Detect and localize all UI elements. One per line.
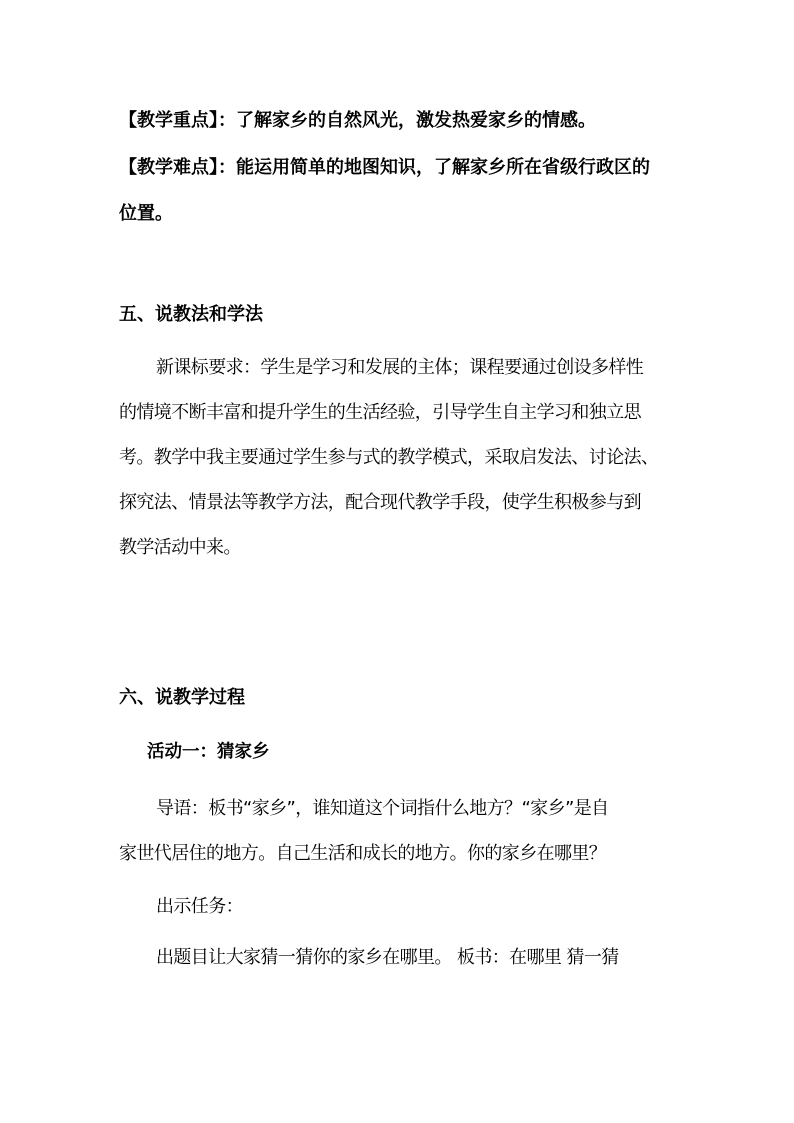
difficulty-text-line1: ：能运用简单的地图知识，了解家乡所在省级行政区的 [218,157,650,178]
teaching-difficulty [119,145,679,237]
difficulty-label: 【教学难点】 [119,157,218,178]
teaching-focus [119,98,679,144]
paragraph-line: 探究法、情景法等教学方法，配合现代教学手段，使学生积极参与到 [119,492,641,513]
paragraph-line: 导语：板书“家乡”，谁知道这个词指什么地方？“家乡”是自 [156,798,609,819]
activity-1-task-label [119,884,679,929]
section-5-paragraph [119,345,679,570]
section-heading: 五、说教法和学法 [119,304,263,325]
section-5-heading [119,300,679,330]
focus-label: 【教学重点】 [119,110,218,131]
section-heading: 六、说教学过程 [119,687,245,708]
task-label: 出示任务： [156,896,243,917]
activity-title: 活动一：猜家乡 [147,742,270,762]
section-6-heading [119,683,679,713]
paragraph-line: 家世代居住的地方。自己生活和成长的地方。你的家乡在哪里？ [119,843,607,864]
activity-1-intro [119,786,679,876]
activity-1-task [119,935,679,980]
activity-1-title [119,737,679,767]
focus-text: ：了解家乡的自然风光，激发热爱家乡的情感。 [218,110,596,131]
paragraph-line: 考。教学中我主要通过学生参与式的教学模式，采取启发法、讨论法、 [119,447,659,468]
task-text: 出题目让大家猜一猜你的家乡在哪里。 板书：在哪里 猜一猜 [156,947,619,968]
paragraph-line: 教学活动中来。 [119,537,241,558]
paragraph-line: 的情境不断丰富和提升学生的生活经验，引导学生自主学习和独立思 [119,402,641,423]
difficulty-text-line2: 位置。 [119,203,173,224]
paragraph-line: 新课标要求：学生是学习和发展的主体；课程要通过创设多样性 [156,357,644,378]
